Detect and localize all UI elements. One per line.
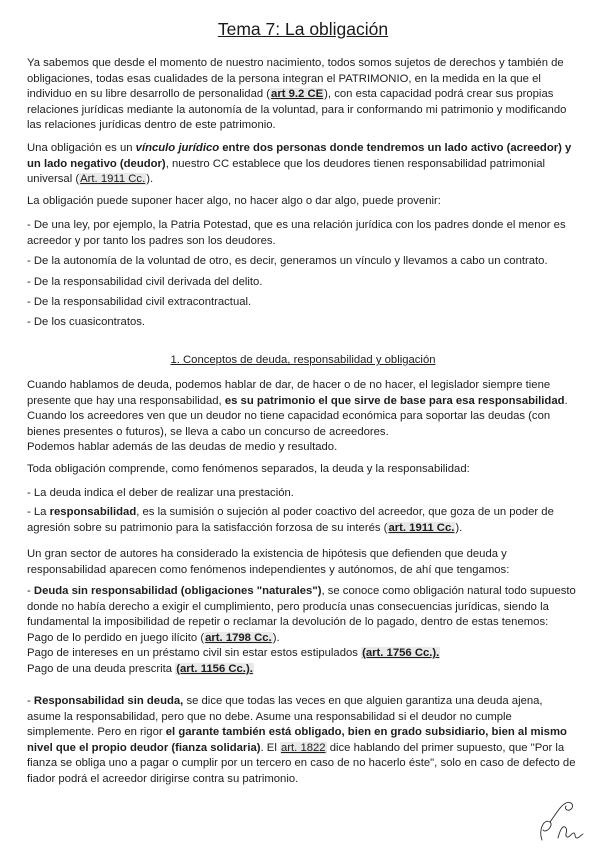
legal-reference: art 9.2 CE	[271, 88, 324, 100]
paragraph-text: -	[27, 695, 34, 707]
emphasis-text: vínculo jurídico	[135, 142, 220, 154]
paragraph-text: ), con esta capacidad podrá crear sus propias relaciones jurídicas mediante la autonomía de la voluntad, para ir conformando mi patrimonio y modificando las relaciones jurídicas dentro de este patrimonio.	[27, 88, 567, 131]
paragraph-origen: La obligación puede suponer hacer algo, no hacer algo o dar algo, puede provenir:	[27, 195, 441, 207]
paragraph-text: -	[27, 585, 34, 597]
legal-reference: (art. 1756 Cc.).	[362, 647, 440, 659]
list-item: - De la responsabilidad civil derivada del delito.	[27, 276, 263, 288]
paragraph-text: , es la sumisión o sujeción al poder coactivo del acreedor, que goza de un poder de agresión sobre su patrimonio para la satisfacción forzosa de su interés (	[27, 506, 554, 534]
bold-text: entre dos personas donde tendremos un lado activo (acreedor) y un lado negativo (deudor)	[27, 142, 572, 170]
bold-text: responsabilidad	[49, 506, 137, 518]
bold-text: es su patrimonio el que sirve de base para esa responsabilidad	[224, 394, 565, 407]
paragraph-text: Una obligación es un	[27, 142, 136, 154]
paragraph-obligacion-definicion	[27, 141, 579, 188]
paragraph-autores: Un gran sector de autores ha considerado la existencia de hipótesis que defienden que deuda y responsabilidad aparecen como fenómenos independientes y autónomos, de ahí que tengamos:	[27, 548, 510, 576]
bold-text: Deuda sin responsabilidad (obligaciones "naturales")	[33, 585, 322, 597]
paragraph-text: Pago de lo perdido en juego ilícito (	[27, 631, 205, 644]
paragraph-text: dice hablando del primer supuesto, que "Por la fianza se obliga uno a pagar o cumplir por un tercero en caso de no hacerlo éste", solo en caso de defecto de fiador podrá el acreedor dirigirse contra su patrimonio.	[27, 741, 576, 785]
paragraph-deuda-sin-responsabilidad	[27, 584, 579, 677]
paragraph-fenomenos: Toda obligación comprende, como fenómenos separados, la deuda y la responsabilidad:	[27, 463, 470, 475]
list-item: - De los cuasicontratos.	[27, 316, 146, 328]
list-item: - De la responsabilidad civil extracontractual.	[27, 296, 252, 308]
section-heading: 1. Conceptos de deuda, responsabilidad y obligación	[170, 354, 436, 366]
legal-reference: art. 1822	[280, 741, 326, 754]
paragraph-text: Pago de una deuda prescrita	[27, 662, 176, 675]
paragraph-text: se dice que todas las veces en que alguien garantiza una deuda ajena, asume la responsabilidad, pero que no debe. Asume una responsabilidad si el deudor no cumple simplemente. Pero en rigor	[27, 695, 543, 738]
paragraph-text: , nuestro CC establece que los deudores tienen responsabilidad patrimonial universal (	[27, 157, 546, 185]
legal-reference: art. 1798 Cc.	[205, 631, 272, 644]
signature-logo	[536, 800, 586, 842]
paragraph-responsabilidad	[27, 505, 579, 536]
paragraph-text: , se conoce como obligación natural todo supuesto donde no había derecho a exigir el cumplimiento, pero producía unas consecuencias jurídicas, siendo la fundamental la imposibilidad de repetir o reclamar la devolución de lo pagado, dentro de estas tenemos:	[27, 585, 576, 628]
paragraph-text: Pago de intereses en un préstamo civil sin estar estos estipulados	[27, 647, 362, 659]
legal-reference: art. 1911 Cc.	[388, 521, 455, 534]
bold-text: el garante también está obligado, bien en grado subsidiario, bien al mismo nivel que el propio deudor (fianza solidaria)	[27, 726, 567, 754]
paragraph-text: Ya sabemos que desde el momento de nuestro nacimiento, todos somos sujetos de derechos y también de obligaciones, todas esas cualidades de la persona integran el PATRIMONIO, en la medida en la que el individuo en su libre desarrollo de personalidad (	[27, 57, 564, 100]
list-item: - De una ley, por ejemplo, la Patria Potestad, que es una relación jurídica con los padres donde el menor es acreedor y por tanto los padres son los deudores.	[27, 219, 566, 247]
paragraph-text: ).	[146, 173, 154, 185]
legal-reference: (art. 1156 Cc.).	[176, 662, 253, 675]
paragraph-text: ).	[272, 631, 280, 644]
paragraph-text: - La	[27, 506, 50, 518]
list-item: - De la autonomía de la voluntad de otro, es decir, generamos un vínculo y llevamos a cabo un contrato.	[27, 255, 548, 267]
paragraph-deuda	[27, 378, 579, 456]
page-title: Tema 7: La obligación	[217, 19, 389, 39]
paragraph-text: . Cuando los acreedores ven que un deudor no tiene capacidad económica para soportar las deudas (con bienes presentes o futuros), se lleva a cabo un concurso de acreedores.	[27, 394, 568, 438]
paragraph-patrimonio	[27, 56, 579, 134]
legal-reference: Art. 1911 Cc.	[80, 173, 146, 185]
paragraph-text: Podemos hablar además de las deudas de medio y resultado.	[27, 441, 338, 453]
paragraph-deuda-deber: - La deuda indica el deber de realizar una prestación.	[27, 487, 294, 499]
paragraph-text: . El	[260, 741, 280, 754]
bold-text: Responsabilidad sin deuda,	[33, 695, 184, 707]
paragraph-text: ).	[455, 521, 463, 534]
paragraph-responsabilidad-sin-deuda	[27, 694, 579, 787]
paragraph-text: Cuando hablamos de deuda, podemos hablar de dar, de hacer o de no hacer, el legislador siempre tiene presente que hay una responsabilidad,	[27, 379, 551, 407]
